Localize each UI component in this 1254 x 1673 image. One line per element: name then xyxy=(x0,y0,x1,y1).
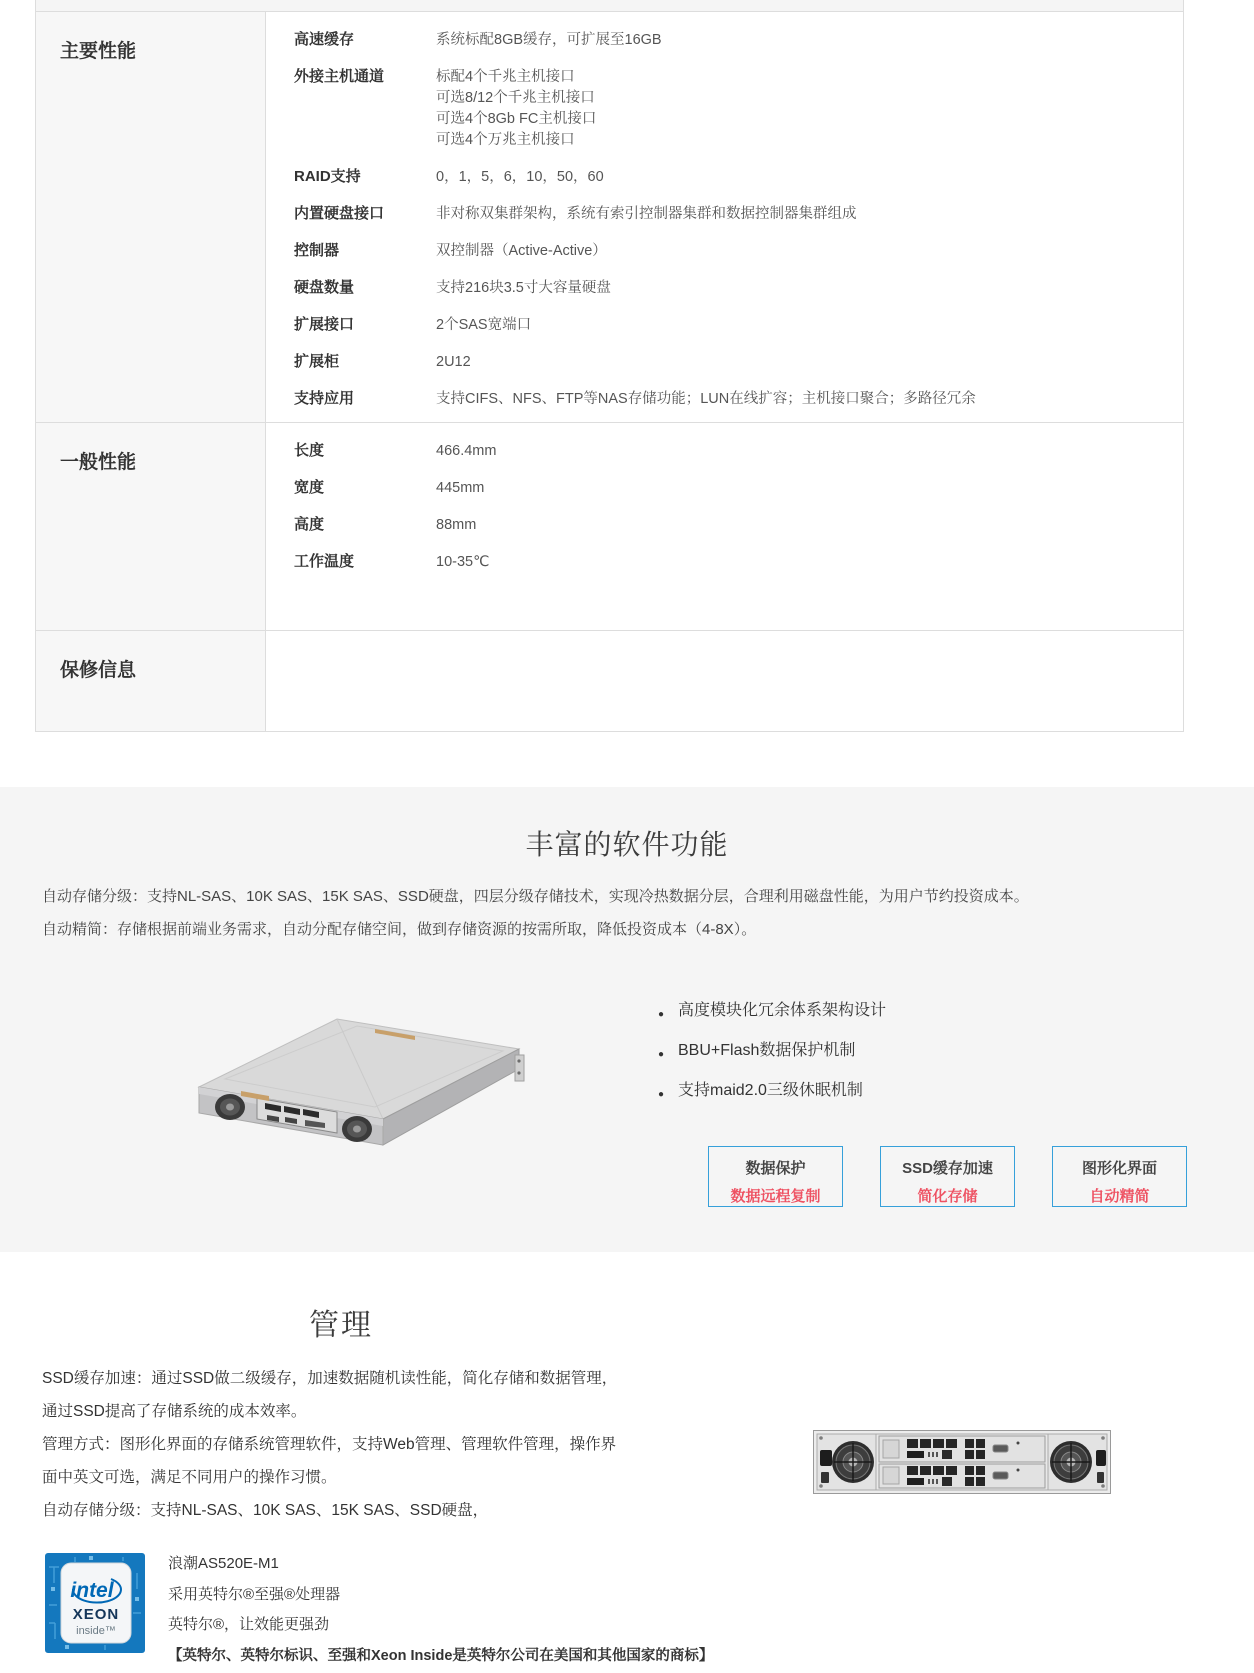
value-line: 2个SAS宽端口 xyxy=(436,317,532,333)
storage-server-perspective-image xyxy=(185,995,530,1150)
footer-text-block xyxy=(168,1549,713,1671)
feature-box-subtitle: 自动精简 xyxy=(1089,1188,1150,1205)
management-section-title: 管理 xyxy=(309,1309,373,1342)
footer-text-line: 浪潮AS520E-M1 xyxy=(168,1555,279,1572)
property-value xyxy=(436,278,1153,299)
spec-property-row xyxy=(266,270,1153,307)
property-name: 支持应用 xyxy=(294,390,355,407)
property-name: 宽度 xyxy=(294,479,325,496)
footer-text-line: 【英特尔、英特尔标识、至强和Xeon Inside是英特尔公司在美国和其他国家的商标】 xyxy=(168,1647,714,1664)
feature-box-title: 图形化界面 xyxy=(1081,1160,1157,1177)
spec-property-row xyxy=(266,59,1153,159)
property-name: 扩展接口 xyxy=(294,316,355,333)
property-value xyxy=(436,352,1153,373)
storage-server-rear-image xyxy=(813,1430,1111,1494)
section-content xyxy=(266,631,1183,731)
value-line: 支持CIFS、NFS、FTP等NAS存储功能；LUN在线扩容；主机接口聚合；多路径冗余 xyxy=(436,391,976,407)
feature-box xyxy=(880,1146,1015,1207)
property-value xyxy=(436,241,1153,262)
feature-box xyxy=(708,1146,843,1207)
spec-section-row xyxy=(36,631,1183,731)
software-bullet-item xyxy=(658,1081,886,1100)
property-name: 工作温度 xyxy=(294,553,355,570)
software-bullet-list xyxy=(658,1001,886,1121)
section-label: 保修信息 xyxy=(36,631,266,731)
footer-text-line: 采用英特尔®至强®处理器 xyxy=(168,1585,341,1603)
spec-property-row xyxy=(266,233,1153,270)
value-line: 10-35℃ xyxy=(436,554,490,570)
property-value xyxy=(436,67,1153,151)
bullet-text: BBU+Flash数据保护机制 xyxy=(678,1042,856,1059)
bullet-dot-icon: ● xyxy=(658,1009,665,1020)
bullet-text: 高度模块化冗余体系架构设计 xyxy=(678,1002,887,1019)
spec-property-row xyxy=(266,507,1153,544)
software-bullet-item xyxy=(658,1041,886,1060)
property-value xyxy=(436,30,1153,51)
management-text-line: 管理方式：图形化界面的存储系统管理软件，支持Web管理、管理软件管理，操作界 xyxy=(42,1436,617,1453)
property-value xyxy=(436,167,1153,188)
property-name: 外接主机通道 xyxy=(294,68,385,85)
value-line: 466.4mm xyxy=(436,443,497,459)
intel-xeon-logo xyxy=(45,1553,145,1653)
software-bullet-item xyxy=(658,1001,886,1020)
spec-table-body xyxy=(36,12,1183,731)
bullet-dot-icon: ● xyxy=(658,1049,665,1060)
software-paragraph-2: 自动精简：存储根据前端业务需求，自动分配存储空间，做到存储资源的按需所取，降低投资成本（4-8X）。 xyxy=(42,921,757,938)
value-line: 系统标配8GB缓存，可扩展至16GB xyxy=(436,32,662,48)
property-value xyxy=(436,315,1153,336)
software-paragraph-1: 自动存储分级：支持NL-SAS、10K SAS、15K SAS、SSD硬盘，四层分级存储技术，实现冷热数据分层，合理利用磁盘性能，为用户节约投资成本。 xyxy=(42,888,1029,905)
value-line: 2U12 xyxy=(436,354,471,370)
management-text-line: 面中英文可选，满足不同用户的操作习惯。 xyxy=(42,1469,337,1486)
value-line: 双控制器（Active-Active） xyxy=(436,243,607,259)
spec-property-row xyxy=(266,470,1153,507)
intel-brand-text: intel xyxy=(70,1579,114,1602)
property-name: 高速缓存 xyxy=(294,31,355,48)
feature-box-subtitle: 数据远程复制 xyxy=(730,1188,821,1205)
bullet-text: 支持maid2.0三级休眠机制 xyxy=(678,1082,863,1099)
value-line: 88mm xyxy=(436,517,477,533)
property-value xyxy=(436,515,1153,536)
property-name: 长度 xyxy=(294,442,325,459)
management-text-line: 自动存储分级：支持NL-SAS、10K SAS、15K SAS、SSD硬盘， xyxy=(42,1502,489,1519)
spec-property-row xyxy=(266,196,1153,233)
feature-box-title: SSD缓存加速 xyxy=(902,1160,993,1177)
spec-property-row xyxy=(266,544,1153,581)
spec-section-row xyxy=(36,12,1183,423)
management-text-line: SSD缓存加速：通过SSD做二级缓存，加速数据随机读性能，简化存储和数据管理， xyxy=(42,1370,618,1387)
spec-property-row xyxy=(266,307,1153,344)
spec-property-row xyxy=(266,433,1153,470)
property-name: 扩展柜 xyxy=(294,353,340,370)
section-label: 主要性能 xyxy=(36,12,266,422)
management-text-block xyxy=(42,1362,662,1527)
property-name: 内置硬盘接口 xyxy=(294,205,385,222)
spec-property-row xyxy=(266,22,1153,59)
property-value xyxy=(436,478,1153,499)
management-text-line: 通过SSD提高了存储系统的成本效率。 xyxy=(42,1403,307,1420)
value-line: 支持216块3.5寸大容量硬盘 xyxy=(436,280,611,296)
section-label: 一般性能 xyxy=(36,423,266,630)
property-name: 高度 xyxy=(294,516,325,533)
spec-property-row xyxy=(266,381,1153,418)
value-line: 可选4个8Gb FC主机接口 xyxy=(436,111,597,127)
value-line: 标配4个千兆主机接口 xyxy=(436,69,575,85)
software-features-section xyxy=(0,787,1254,1252)
software-section-title: 丰富的软件功能 xyxy=(525,829,729,860)
inside-text: inside™ xyxy=(76,1625,116,1637)
spec-table xyxy=(35,0,1184,732)
value-line: 可选8/12个千兆主机接口 xyxy=(436,90,595,106)
section-content xyxy=(266,12,1183,422)
feature-box-subtitle: 简化存储 xyxy=(917,1188,978,1205)
property-value xyxy=(436,441,1153,462)
section-content xyxy=(266,423,1183,630)
value-line: 可选4个万兆主机接口 xyxy=(436,132,575,148)
value-line: 445mm xyxy=(436,480,485,496)
xeon-text: XEON xyxy=(72,1606,120,1623)
property-name: RAID支持 xyxy=(294,168,361,185)
property-value xyxy=(436,204,1153,225)
property-value xyxy=(436,552,1153,573)
table-top-strip xyxy=(36,0,1183,12)
spec-property-row xyxy=(266,344,1153,381)
value-line: 0，1，5，6，10，50，60 xyxy=(436,169,604,185)
footer-text-line: 英特尔®，让效能更强劲 xyxy=(168,1616,330,1633)
property-name: 控制器 xyxy=(294,242,340,259)
spec-property-row xyxy=(266,159,1153,196)
property-value xyxy=(436,389,1153,410)
property-name: 硬盘数量 xyxy=(294,279,355,296)
spec-section-row xyxy=(36,423,1183,631)
feature-box-row xyxy=(708,1146,1187,1207)
value-line: 非对称双集群架构，系统有索引控制器集群和数据控制器集群组成 xyxy=(436,206,857,222)
bullet-dot-icon: ● xyxy=(658,1089,665,1100)
feature-box xyxy=(1052,1146,1187,1207)
feature-box-title: 数据保护 xyxy=(745,1160,806,1177)
